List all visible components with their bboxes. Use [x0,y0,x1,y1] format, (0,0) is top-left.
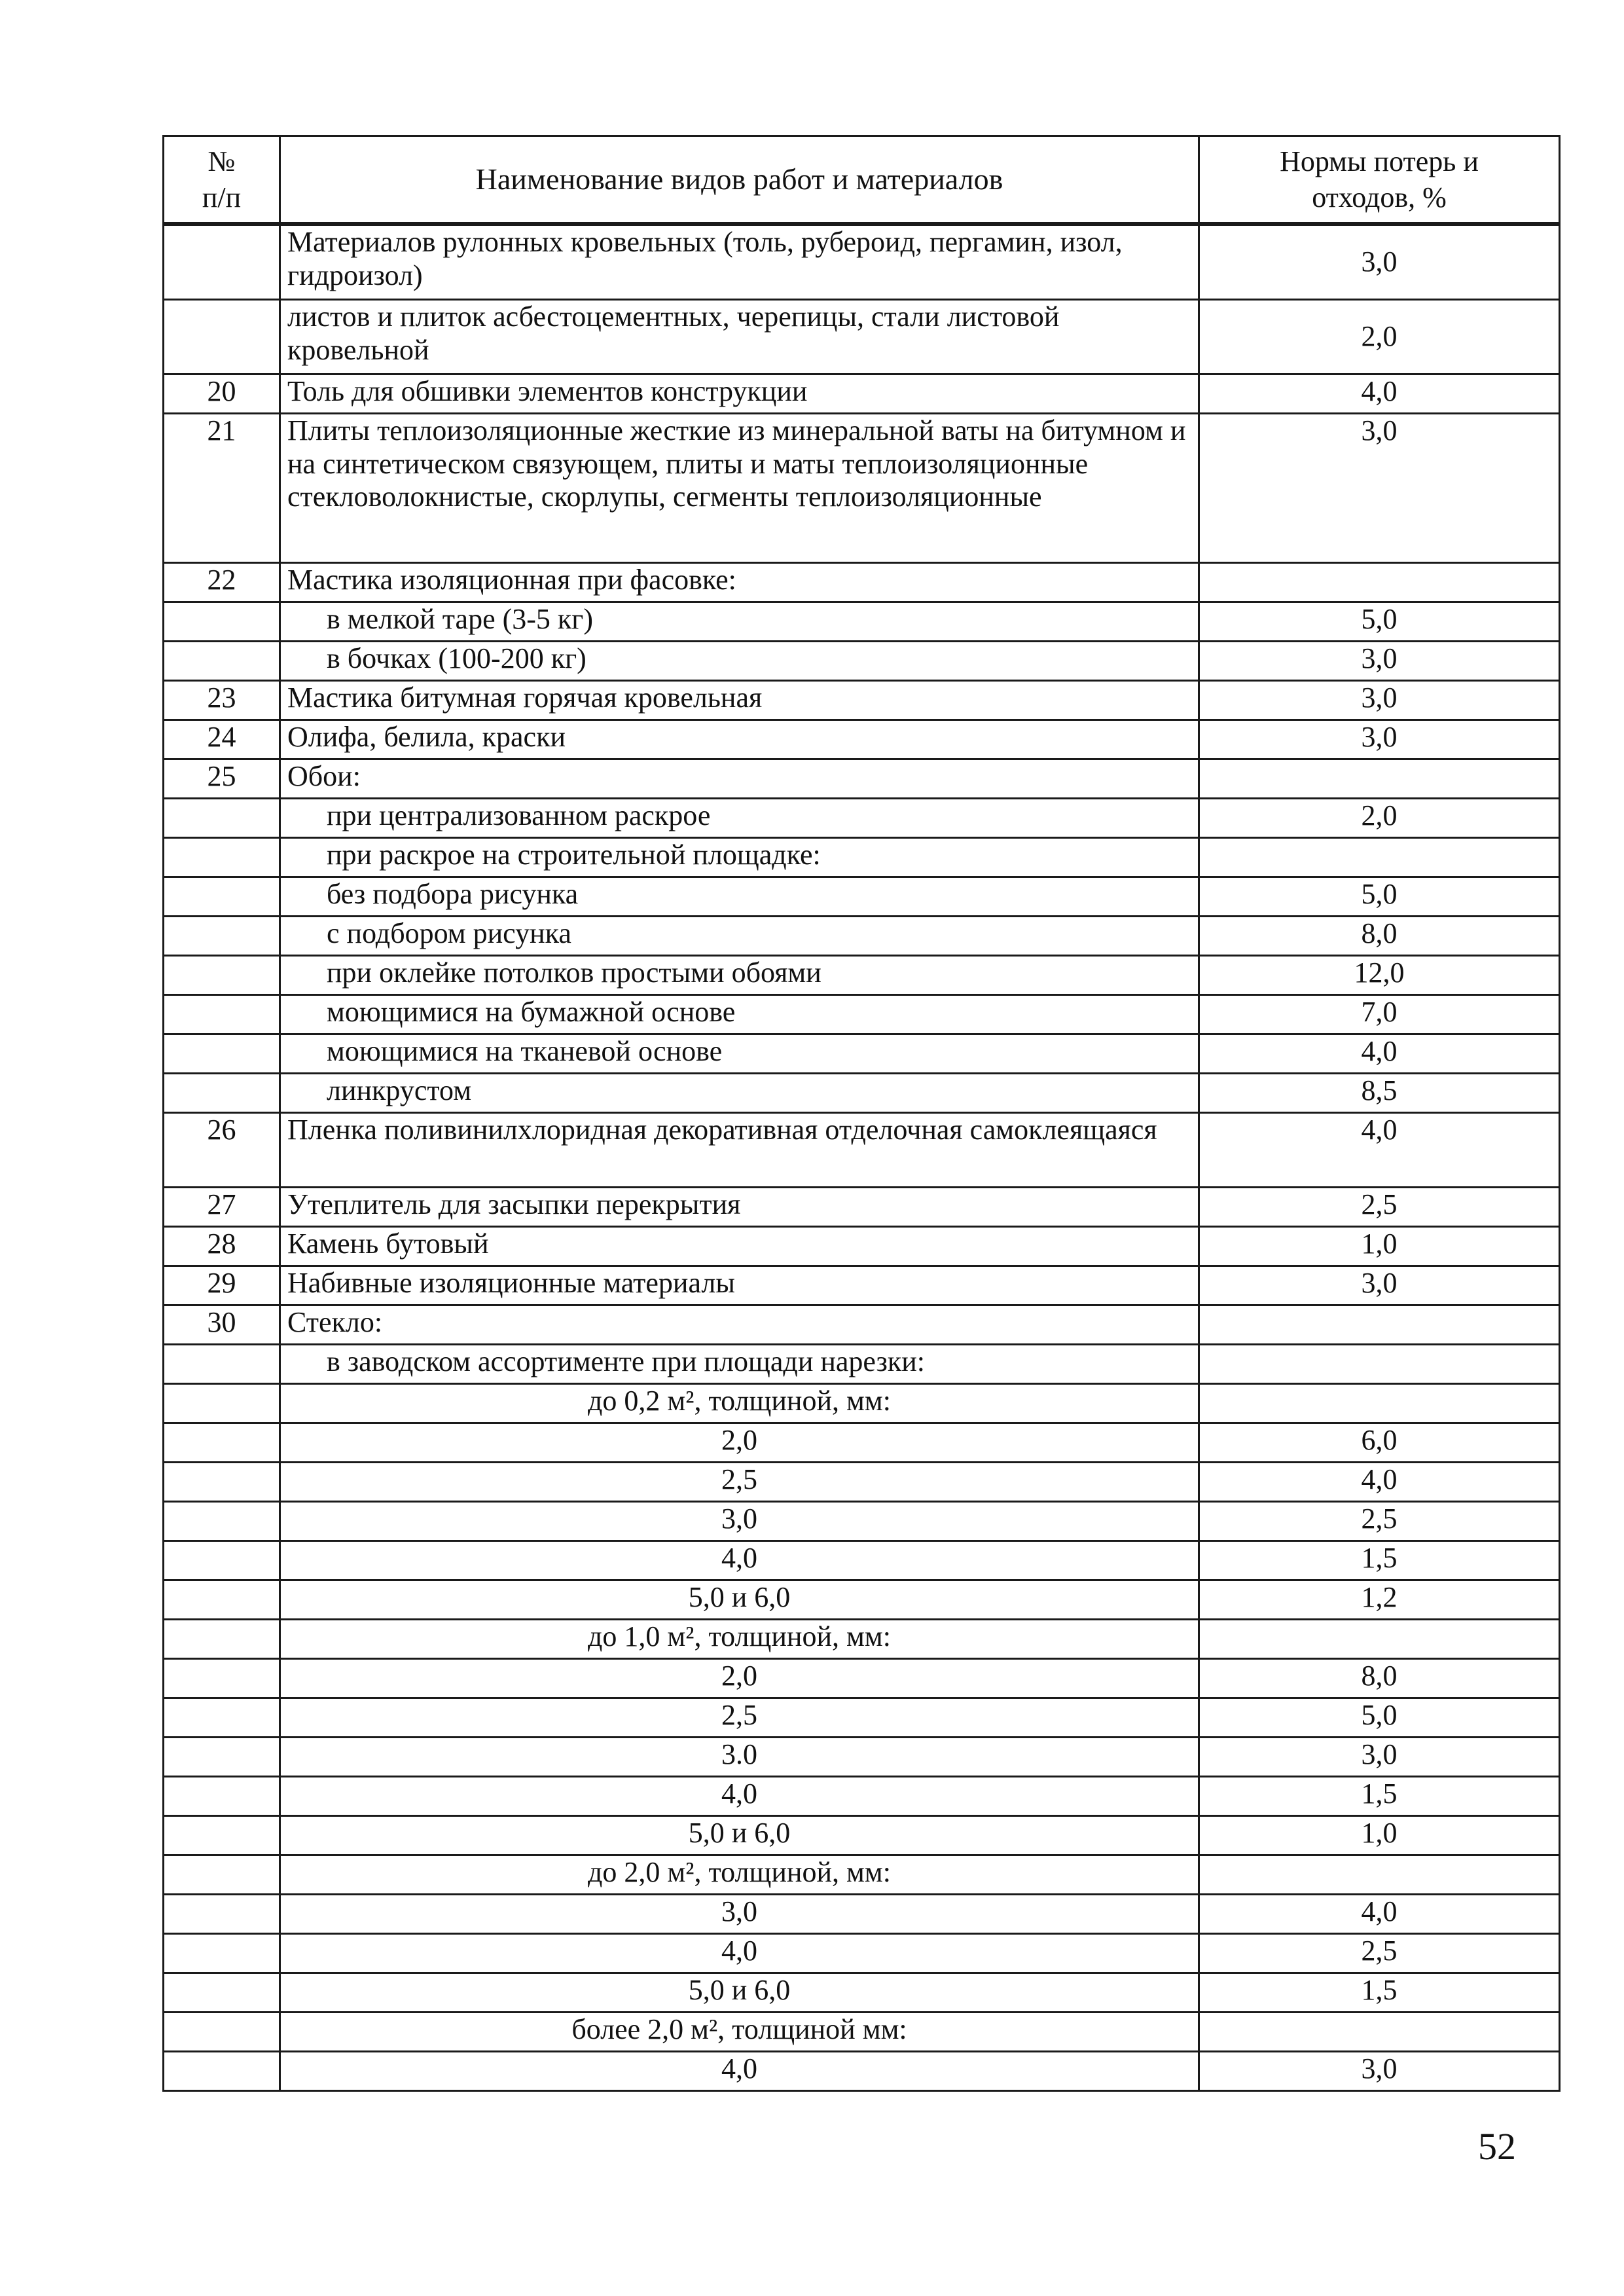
row-number [164,1463,280,1502]
table-row [164,681,1560,720]
table-row [164,1188,1560,1227]
table-row [164,1816,1560,1855]
row-name: 3,0 [280,1895,1199,1934]
row-norm: 1,0 [1199,1227,1560,1266]
table-row [164,799,1560,838]
table-row [164,759,1560,799]
table-row [164,838,1560,877]
row-norm [1199,1855,1560,1895]
row-number: 21 [164,414,280,563]
row-name: с подбором рисунка [280,917,1199,956]
table-row [164,1345,1560,1384]
row-name: более 2,0 м², толщиной мм: [280,2013,1199,2052]
table-row [164,1227,1560,1266]
row-number [164,1855,280,1895]
row-number: 28 [164,1227,280,1266]
table-row [164,414,1560,563]
row-name: Мастика изоляционная при фасовке: [280,563,1199,602]
table-row [164,374,1560,414]
row-name: до 2,0 м², толщиной, мм: [280,1855,1199,1895]
row-norm: 1,0 [1199,1816,1560,1855]
row-norm: 2,0 [1199,799,1560,838]
row-name: 5,0 и 6,0 [280,1816,1199,1855]
row-name: Плиты теплоизоляционные жесткие из минеральной ваты на битумном и на синтетическом связующем, плиты и маты теплоизоляционные стекловолокнистые, скорлупы, сегменты теплоизоляционные [280,414,1199,563]
row-number [164,956,280,995]
row-norm: 1,2 [1199,1580,1560,1620]
row-name: 2,0 [280,1423,1199,1463]
row-name: до 1,0 м², толщиной, мм: [280,1620,1199,1659]
row-norm: 12,0 [1199,956,1560,995]
row-number: 26 [164,1113,280,1188]
row-name: 4,0 [280,2052,1199,2091]
row-number [164,1423,280,1463]
row-number [164,1345,280,1384]
table-row [164,1502,1560,1541]
row-norm [1199,563,1560,602]
row-name: при централизованном раскрое [280,799,1199,838]
row-norm: 3,0 [1199,1738,1560,1777]
row-number [164,1973,280,2013]
row-norm [1199,759,1560,799]
table-row [164,2052,1560,2091]
row-name: линкрустом [280,1074,1199,1113]
row-norm: 2,5 [1199,1502,1560,1541]
row-number [164,2013,280,2052]
row-norm: 4,0 [1199,1113,1560,1188]
table-row [164,956,1560,995]
row-number: 22 [164,563,280,602]
row-norm: 8,0 [1199,917,1560,956]
header-number-line1: № [208,145,236,177]
row-name: 3,0 [280,1502,1199,1541]
row-name: 4,0 [280,1777,1199,1816]
table-row [164,1034,1560,1074]
row-number: 20 [164,374,280,414]
row-number [164,838,280,877]
row-name: Мастика битумная горячая кровельная [280,681,1199,720]
row-name: 2,5 [280,1698,1199,1738]
row-name: Стекло: [280,1305,1199,1345]
row-number [164,1074,280,1113]
table-row [164,642,1560,681]
row-norm [1199,1384,1560,1423]
table-row [164,1541,1560,1580]
row-name: 5,0 и 6,0 [280,1580,1199,1620]
row-norm: 3,0 [1199,414,1560,563]
row-name: моющимися на тканевой основе [280,1034,1199,1074]
row-number [164,995,280,1034]
row-number: 24 [164,720,280,759]
row-name: листов и плиток асбестоцементных, черепицы, стали листовой кровельной [280,300,1199,374]
row-norm [1199,838,1560,877]
row-number [164,224,280,300]
row-norm: 3,0 [1199,681,1560,720]
row-norm: 5,0 [1199,877,1560,917]
row-number [164,1777,280,1816]
row-name: в мелкой таре (3-5 кг) [280,602,1199,642]
table-row [164,1973,1560,2013]
row-norm: 1,5 [1199,1541,1560,1580]
row-norm: 4,0 [1199,1463,1560,1502]
row-name: 5,0 и 6,0 [280,1973,1199,2013]
row-norm: 4,0 [1199,1034,1560,1074]
row-name: 4,0 [280,1541,1199,1580]
row-name: в заводском ассортименте при площади нарезки: [280,1345,1199,1384]
row-number: 27 [164,1188,280,1227]
row-norm [1199,1305,1560,1345]
row-name: Пленка поливинилхлоридная декоративная отделочная самоклеящаяся [280,1113,1199,1188]
row-number [164,642,280,681]
row-number [164,1580,280,1620]
table-row [164,1384,1560,1423]
row-norm: 1,5 [1199,1973,1560,2013]
header-norm [1199,136,1560,225]
row-name: в бочках (100-200 кг) [280,642,1199,681]
header-number-line2: п/п [202,181,242,213]
row-name: Материалов рулонных кровельных (толь, рубероид, пергамин, изол, гидроизол) [280,224,1199,300]
row-number [164,300,280,374]
row-name: при оклейке потолков простыми обоями [280,956,1199,995]
row-norm: 3,0 [1199,224,1560,300]
row-number [164,1620,280,1659]
header-number [164,136,280,225]
row-number [164,1384,280,1423]
row-number [164,1738,280,1777]
row-norm: 2,0 [1199,300,1560,374]
row-number [164,1659,280,1698]
row-norm: 5,0 [1199,602,1560,642]
table-row [164,1620,1560,1659]
table-row [164,1659,1560,1698]
table-row [164,2013,1560,2052]
row-number [164,1541,280,1580]
table-row [164,1305,1560,1345]
row-norm: 4,0 [1199,1895,1560,1934]
row-number [164,1698,280,1738]
row-norm [1199,1620,1560,1659]
row-norm: 8,5 [1199,1074,1560,1113]
row-norm: 2,5 [1199,1188,1560,1227]
table-row [164,1777,1560,1816]
table-row [164,1895,1560,1934]
table-row [164,1855,1560,1895]
row-number [164,2052,280,2091]
table-row [164,1698,1560,1738]
row-norm [1199,2013,1560,2052]
row-norm: 3,0 [1199,720,1560,759]
table-row [164,224,1560,300]
row-norm: 8,0 [1199,1659,1560,1698]
table-row [164,1074,1560,1113]
row-number [164,917,280,956]
table-row [164,1463,1560,1502]
row-norm: 5,0 [1199,1698,1560,1738]
row-norm: 7,0 [1199,995,1560,1034]
row-norm: 3,0 [1199,642,1560,681]
row-number [164,1816,280,1855]
row-name: 4,0 [280,1934,1199,1973]
header-name: Наименование видов работ и материалов [280,136,1199,225]
row-name: 3.0 [280,1738,1199,1777]
header-norm-line1: Нормы потерь и [1280,145,1479,177]
row-number [164,877,280,917]
row-name: 2,5 [280,1463,1199,1502]
row-number [164,1502,280,1541]
row-name: Набивные изоляционные материалы [280,1266,1199,1305]
table-row [164,1580,1560,1620]
row-name: Утеплитель для засыпки перекрытия [280,1188,1199,1227]
table-header-row [164,136,1560,225]
row-name: при раскрое на строительной площадке: [280,838,1199,877]
row-number [164,1934,280,1973]
row-name: Толь для обшивки элементов конструкции [280,374,1199,414]
table-row [164,720,1560,759]
row-norm [1199,1345,1560,1384]
row-number [164,799,280,838]
row-name: 2,0 [280,1659,1199,1698]
row-number: 23 [164,681,280,720]
row-number: 25 [164,759,280,799]
table-row [164,1113,1560,1188]
row-norm: 4,0 [1199,374,1560,414]
row-norm: 2,5 [1199,1934,1560,1973]
row-norm: 1,5 [1199,1777,1560,1816]
header-norm-line2: отходов, % [1312,181,1447,213]
row-name: Камень бутовый [280,1227,1199,1266]
table-row [164,877,1560,917]
row-number: 30 [164,1305,280,1345]
row-number [164,1034,280,1074]
table-row [164,1934,1560,1973]
table-row [164,1738,1560,1777]
row-norm: 3,0 [1199,2052,1560,2091]
row-norm: 6,0 [1199,1423,1560,1463]
table-row [164,1423,1560,1463]
table-row [164,300,1560,374]
table-row [164,995,1560,1034]
row-name: Обои: [280,759,1199,799]
row-name: до 0,2 м², толщиной, мм: [280,1384,1199,1423]
loss-norms-table [162,135,1561,2092]
row-name: без подбора рисунка [280,877,1199,917]
row-number: 29 [164,1266,280,1305]
row-name: Олифа, белила, краски [280,720,1199,759]
table-row [164,917,1560,956]
row-name: моющимися на бумажной основе [280,995,1199,1034]
table-row [164,1266,1560,1305]
table-row [164,602,1560,642]
row-number [164,602,280,642]
row-number [164,1895,280,1934]
row-norm: 3,0 [1199,1266,1560,1305]
table-row [164,563,1560,602]
page-number: 52 [1478,2125,1516,2168]
